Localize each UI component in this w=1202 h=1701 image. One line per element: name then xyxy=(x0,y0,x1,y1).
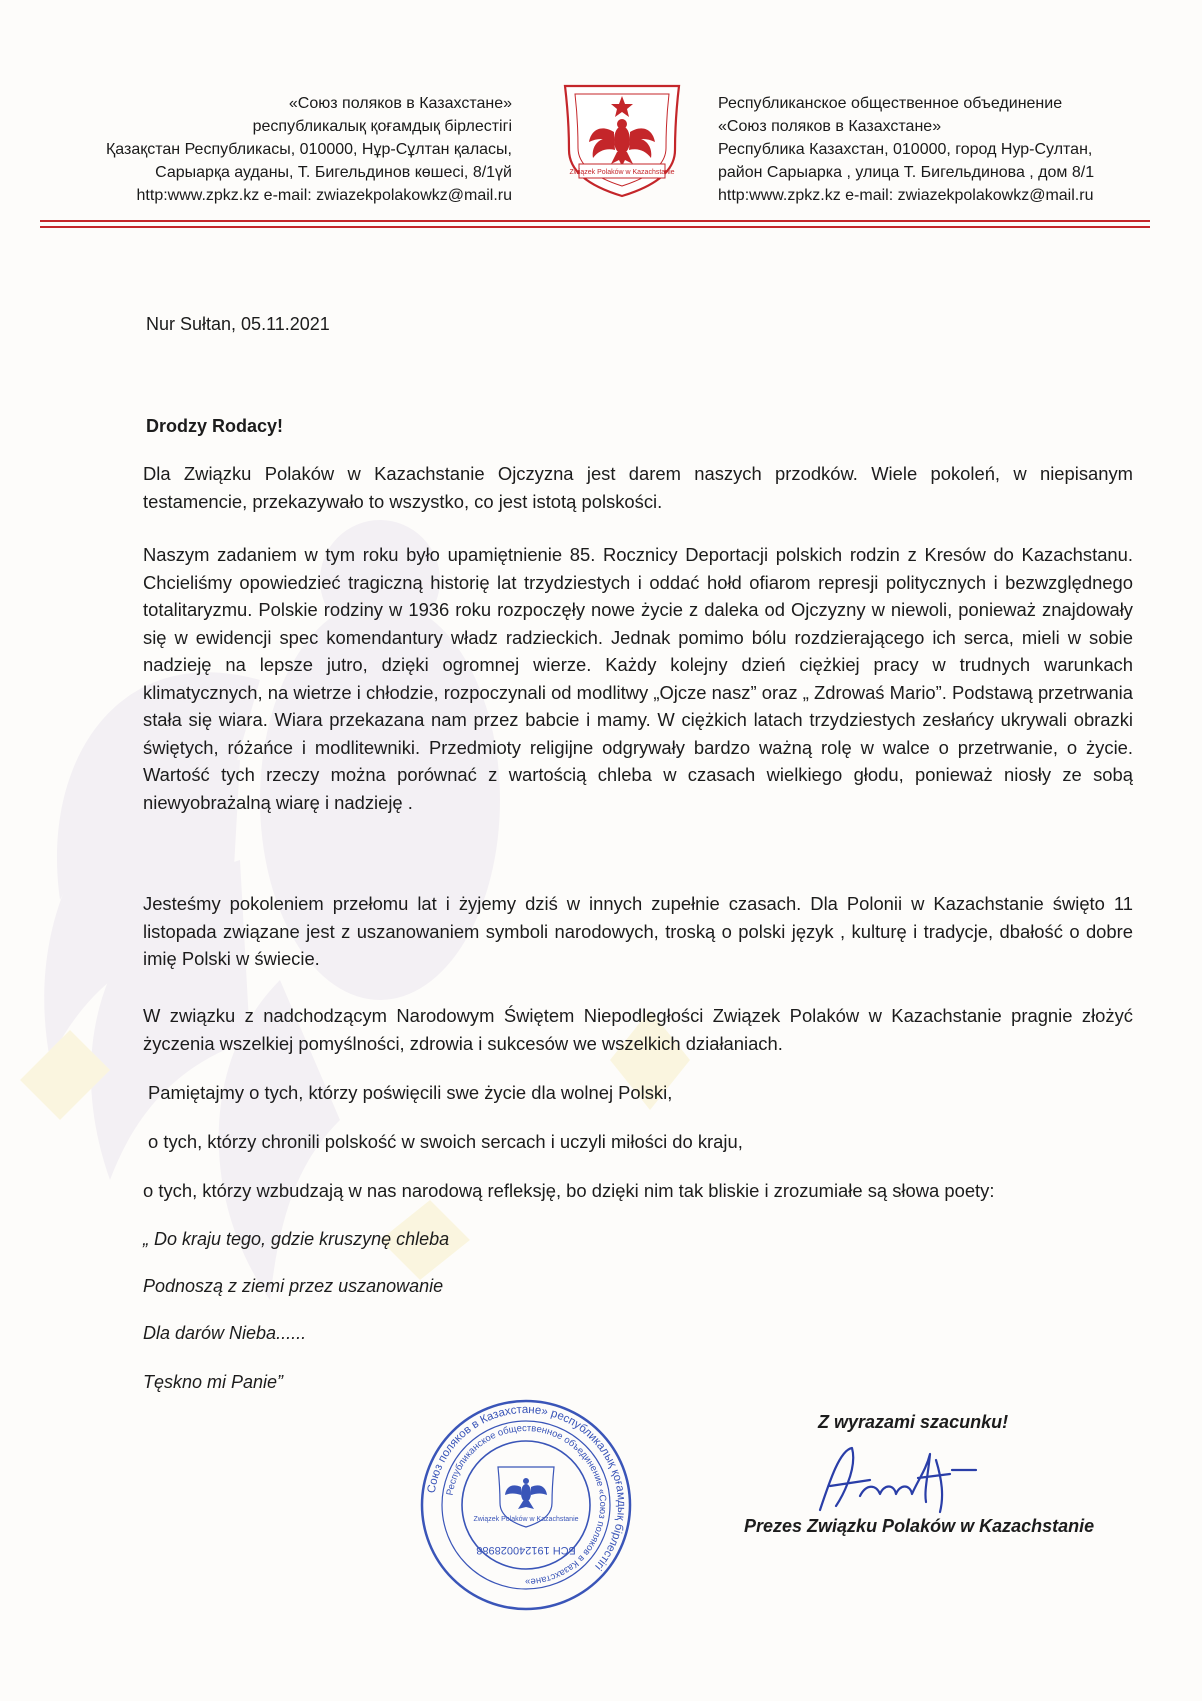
header-divider xyxy=(40,226,1150,228)
header-right-contact: http:www.zpkz.kz e-mail: zwiazekpolakowkz@mail.ru xyxy=(718,187,1094,204)
paragraph: Dla Związku Polaków w Kazachstanie Ojczyzna jest darem naszych przodków. Wiele pokoleń, w niepisanym testamencie, przekazywało to wszystko, co jest istotą polskości. xyxy=(143,463,1133,512)
paragraph: Naszym zadaniem w tym roku było upamiętnienie 85. Rocznicy Deportacji polskich rodzin z Kresów do Kazachstanu. Chcieliśmy opowiedzieć tragiczną historię lat trzydziestych i oddać hołd ofiarom represji politycznych i bezwzględnego totalitaryzmu. Polskie rodziny w 1936 roku rozpoczęły nowe życie z daleka od Ojczyzny w niewoli, ponieważ znajdowały się w ewidencji spec komendantury władz radzieckich. Jednak pomimo bólu rozdzierającego ich serca, mieli w sobie nadzieję na lepsze jutro, dzięki ogromnej wierze. Każdy kolejny dzień ciężkiej pracy w trudnych warunkach klimatycznych, na wietrze i chłodzie, rozpoczynali od modlitwy „Ojcze nasz” oraz „ Zdrowaś Mario”. Podstawą przetrwania stała się wiara. Wiara przekazana nam przez babcie i mamy. W ciężkich latach trzydziestych zesłańcy ukrywali obrazki świętych, różańce i modlitewniki. Przedmioty religijne odgrywały bardzo ważną rolę w walce o przetrwanie, o życie. Wartość tych rzeczy można porównać z wartością chleba w czasach wielkiego głodu, ponieważ niosły ze sobą niewyobrażalną wiarę i nadzieję . xyxy=(143,544,1133,813)
stamp-outer-text: Союз поляков в Казахстане» республикалық қоғамдық бірлестігі xyxy=(425,1403,628,1573)
official-stamp xyxy=(416,1395,636,1615)
remember-line: o tych, którzy chronili polskość w swoich sercach i uczyli miłości do kraju, xyxy=(148,1131,743,1152)
paragraph: Jesteśmy pokoleniem przełomu lat i żyjemy dziś w innych zupełnie czasach. Dla Polonii w Kazachstanie święto 11 listopada związane jest z uszanowaniem symboli narodowych, troską o polski język , kulturę i tradycje, dbałość o dobre imię Polski w świecie. xyxy=(143,893,1133,969)
header-right-line: район Сарыарка , улица Т. Бигельдинова , дом 8/1 xyxy=(718,164,1095,181)
stamp-center-text: Związek Polaków w Kazachstanie xyxy=(473,1516,579,1523)
header-right-line: Республиканское общественное объединение xyxy=(718,95,1063,112)
handwritten-signature xyxy=(800,1440,1030,1520)
stamp-number: БСН 191240028988 xyxy=(476,1544,576,1556)
poem-line: Tęskno mi Panie” xyxy=(143,1372,284,1392)
letter-date: Nur Sułtan, 05.11.2021 xyxy=(146,314,330,334)
remember-line: Pamiętajmy o tych, którzy poświęcili swe życie dla wolnej Polski, xyxy=(148,1082,673,1103)
stamp-inner-text: Республиканское общественное объединение «Союз поляков в Казахстане» xyxy=(444,1422,609,1588)
header-right-line: «Союз поляков в Казахстане» xyxy=(718,118,942,135)
remember-line: o tych, którzy wzbudzają w nas narodową refleksję, bo dzięki nim tak bliskie i zrozumiałe są słowa poety: xyxy=(143,1180,995,1201)
union-emblem-logo xyxy=(557,80,687,200)
header-right-line: Республика Казахстан, 010000, город Нур-Султан, xyxy=(718,141,1093,158)
poem-line: „ Do kraju tego, gdzie kruszynę chleba xyxy=(143,1229,450,1249)
letter-greeting: Drodzy Rodacy! xyxy=(146,416,284,436)
poem-line: Podnoszą z ziemi przez uszanowanie xyxy=(143,1276,444,1296)
signer-title: Prezes Związku Polaków w Kazachstanie xyxy=(744,1516,1095,1536)
header-divider xyxy=(40,220,1150,222)
header-russian-address xyxy=(718,92,1118,207)
emblem-text: Związek Polaków w Kazachstanie xyxy=(569,169,675,176)
paragraph: W związku z nadchodzącym Narodowym Świętem Niepodległości Związek Polaków w Kazachstanie pragnie złożyć życzenia wszelkiej pomyślności, zdrowia i sukcesów we wszelkich działaniach. xyxy=(143,1005,1133,1054)
header-kazakh-address xyxy=(40,92,512,207)
header-left-line: Қазақстан Республикасы, 010000, Нұр-Сұлтан қаласы, xyxy=(105,141,512,158)
header-left-line: Сарыарқа ауданы, Т. Бигельдинов көшесі, 8/1үй xyxy=(155,164,512,181)
header-left-line: республикалық қоғамдық бірлестігі xyxy=(252,118,512,135)
header-left-contact: http:www.zpkz.kz e-mail: zwiazekpolakowkz@mail.ru xyxy=(136,187,512,204)
header-left-line: «Союз поляков в Казахстане» xyxy=(288,95,512,112)
closing-phrase: Z wyrazami szacunku! xyxy=(818,1412,1009,1432)
poem-line: Dla darów Nieba...... xyxy=(143,1323,307,1343)
